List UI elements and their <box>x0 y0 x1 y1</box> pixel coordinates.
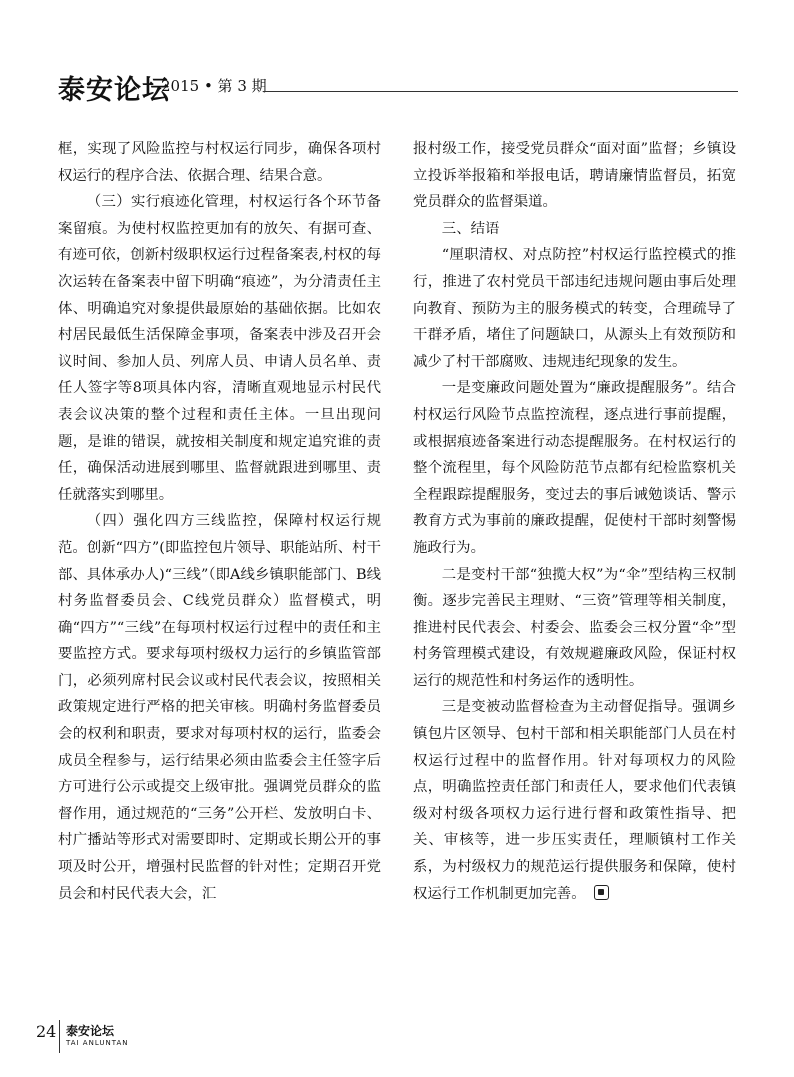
header-rule <box>263 91 738 92</box>
footer-journal-name: 泰安论坛 <box>66 1024 115 1038</box>
paragraph: 二是变村干部“独揽大权”为“伞”型结构三权制衡。逐步完善民主理财、“三资”管理等相关制度，推进村民代表会、村委会、监委会三权分置“伞”型村务管理模式建设，有效规避廉政风险，保证村权运行的规范性和村务运作的透明性。 <box>413 566 736 689</box>
page-footer <box>36 1020 236 1056</box>
paragraph: （三）实行痕迹化管理，村权运行各个环节备案留痕。为使村权监控更加有的放矢、有据可查、有迹可依，创新村级职权运行过程备案表,村权的每次运转在备案表中留下明确“痕迹”，为分清责任主体、明确追究对象提供最原始的基础依据。比如农村居民最低生活保障金事项，备案表中涉及召开会议时间、参加人员、列席人员、申请人员名单、责任人签字等8项具体内容，清晰直观地显示村民代表会议决策的整个过程和责任主体。一旦出现问题，是谁的错误，就按相关制度和规定追究谁的责任，确保活动进展到哪里、监督就跟进到哪里、责任就落实到哪里。 <box>58 194 381 503</box>
paragraph: （四）强化四方三线监控，保障村权运行规范。创新“四方”(即监控包片领导、职能站所、村干部、具体承办人)“三线”（即A线乡镇职能部门、B线村务监督委员会、C线党员群众）监督模式，明确“四方”“三线”在每项村权运行过程中的责任和主要监控方式。要求每项村级权力运行的乡镇监管部门，必须列席村民会议或村民代表会议，按照相关政策规定进行严格的把关审核。明确村务监督委员会的权利和职责，要求对每项村权的运行，监委会成员全程参与，运行结果必须由监委会主任签字后方可进行公示或提交上级审批。强调党员群众的监督作用，通过规范的“三务”公开栏、发放明白卡、村广播站等形式对需要即时、定期或长期公开的事项及时公开，增强村民监督的针对性；定期召开党员会和村民代表大会，汇 <box>58 513 381 902</box>
paragraph: 一是变廉政问题处置为“廉政提醒服务”。结合村权运行风险节点监控流程，逐点进行事前提醒，或根据痕迹备案进行动态提醒服务。在村权运行的整个流程里，每个风险防范节点都有纪检监察机关全程跟踪提醒服务，变过去的事后诫勉谈话、警示教育方式为事前的廉政提醒，促使村干部时刻警惕施政行为。 <box>413 380 736 556</box>
page-number: 24 <box>36 1022 57 1041</box>
section-heading: 三、结语 <box>441 220 500 237</box>
paragraph: “厘职清权、对点防控”村权运行监控模式的推行，推进了农村党员干部违纪违规问题由事后处理向教育、预防为主的服务模式的转变，合理疏导了干群矛盾，堵住了问题缺口，从源头上有效预防和减少了村干部腐败、违规违纪现象的发生。 <box>413 247 736 370</box>
footer-divider <box>59 1020 60 1053</box>
end-mark-icon <box>594 885 609 900</box>
left-column <box>58 136 381 907</box>
paragraph: 报村级工作，接受党员群众“面对面”监督；乡镇设立投诉举报箱和举报电话，聘请廉情监督员，拓宽党员群众的监督渠道。 <box>413 141 736 211</box>
issue-label: 2015 • 第 3 期 <box>161 77 267 95</box>
paragraph-text: 三是变被动监督检查为主动督促指导。强调乡镇包片区领导、包村干部和相关职能部门人员在村权运行过程中的监督作用。针对每项权力的风险点，明确监控责任部门和责任人，要求他们代表镇级对村级各项权力运行进行督和政策性指导、把关、审核等，进一步压实责任，理顺镇村工作关系，为村级权力的规范运行提供服务和保障，使村权运行工作机制更加完善。 <box>413 699 736 902</box>
footer-journal-pinyin: TAI ANLUNTAN <box>66 1039 129 1047</box>
page-header <box>58 64 738 104</box>
journal-title: 泰安论坛 <box>58 75 170 106</box>
right-column <box>413 136 736 907</box>
paragraph: 框，实现了风险监控与村权运行同步，确保各项村权运行的程序合法、依据合理、结果合意。 <box>58 141 381 184</box>
last-paragraph <box>413 694 736 907</box>
